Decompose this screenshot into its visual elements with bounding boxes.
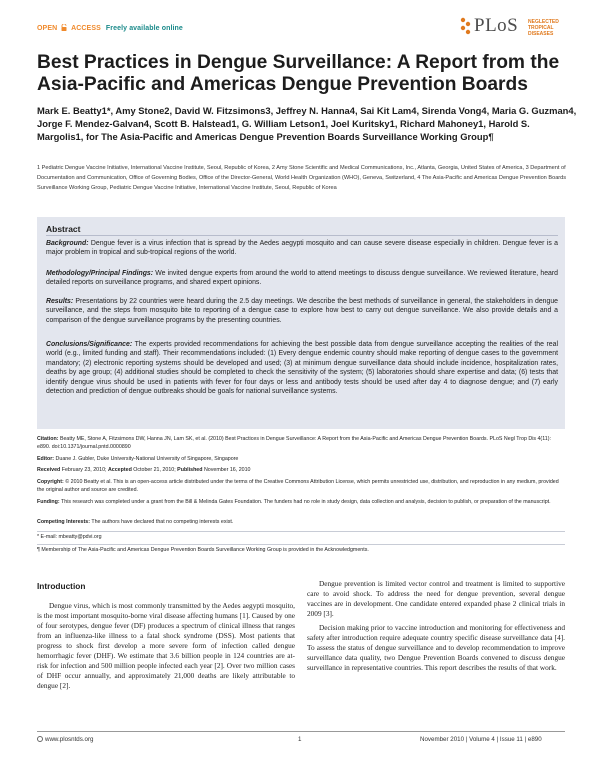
results-label: Results:: [46, 298, 74, 305]
author-list: Mark E. Beatty1*, Amy Stone2, David W. Fitzsimons3, Jeffrey N. Hanna4, Sai Kit Lam4, Sirenda Vong4, Maria G. Guzman4, Jorge F. Mendez-Galvan4, Scott B. Halstead1, G. William Letson1, Joel Kuritsky1, Richard Mahoney1, Harold S. Margolis1, for The Asia-Pacific and Americas Dengue Prevention Boards Surveillance Working Group¶: [37, 105, 577, 142]
received-date: February 23, 2010;: [60, 467, 108, 473]
journal-logo-word: PLoS: [474, 15, 519, 36]
background-text: Dengue fever is a virus infection that is spread by the Aedes aegypti mosquito and can cause severe disease especially in children. Dengue fever is a major problem in tropical and sub-tropical regions of the world.: [46, 240, 558, 257]
meta-divider: [37, 531, 565, 532]
dates: [37, 467, 565, 475]
issue-info: November 2010 | Volume 4 | Issue 11 | e890: [420, 736, 542, 743]
published-label: Published: [177, 467, 203, 473]
editor-text: Duane J. Gubler, Duke University-National University of Singapore, Singapore: [54, 456, 239, 462]
globe-icon: [37, 736, 43, 742]
competing-label: Competing Interests:: [37, 519, 90, 525]
accepted-date: October 21, 2010;: [131, 467, 178, 473]
corresponding-email[interactable]: * E-mail: mbeatty@pdvi.org: [37, 534, 102, 540]
methodology-text: We invited dengue experts from around the world to attend meetings to discuss dengue surveillance. We reviewed literature, heard detailed reports on surveillance programs, and shared expert opinions.: [46, 270, 558, 287]
footer-website[interactable]: [37, 736, 94, 743]
copyright-label: Copyright:: [37, 479, 64, 485]
open-lock-icon: [61, 24, 67, 31]
abstract-results: [46, 297, 558, 325]
competing-interests: [37, 519, 565, 527]
left-column: [37, 601, 295, 691]
abstract-background: [46, 239, 558, 258]
received-label: Received: [37, 467, 61, 473]
copyright: [37, 479, 565, 494]
article-title: Best Practices in Dengue Surveillance: A Report from the Asia-Pacific and Americas Dengue Prevention Boards: [37, 52, 560, 95]
open-access-badge: [37, 24, 183, 32]
open-access-label-2: ACCESS: [71, 25, 101, 32]
footer-divider: [37, 731, 565, 732]
membership-note: ¶ Membership of The Asia-Pacific and Americas Dengue Prevention Boards Surveillance Working Group is provided in the Acknowledgments.: [37, 547, 369, 553]
journal-tagline-line2: TROPICAL DISEASES: [528, 25, 554, 37]
decision-paragraph: Decision making prior to vaccine introduction and monitoring for effectiveness and safety after introduction require adequate country specific disease surveillance data [4]. To assess the status of dengue surveillance and to develop recommendation to improve surveillance data quality, two Dengue Prevention Boards convened to discuss dengue surveillance in representative countries. This report describes the results of that work.: [307, 623, 565, 672]
footer-website-text[interactable]: www.plosntds.org: [45, 736, 94, 743]
editor-label: Editor:: [37, 456, 55, 462]
conclusions-text: The experts provided recommendations for achieving the best possible data from dengue surveillance accepting the realities of the real world (e.g., limited funding and staff). Their recommendations included: (1) Every dengue endemic country should make reporting of dengue cases to the government mandatory; (2) electronic reporting systems should be developed and used; (3) at minimum dengue surveillance data should include incidence, hospitalization rates, deaths by age group; (4) additional studies should be completed to check the sensitivity of the system; (5) laboratories should share expertise and data; (6) tests that identify dengue virus should be used in patients with fever for four days or less and antibody tests should be used after day 4 to diagnose dengue; and (7) early detection and prediction of dengue outbreaks should be goals for national surveillance systems.: [46, 341, 558, 396]
meta-divider-2: [37, 544, 565, 545]
accepted-label: Accepted: [107, 467, 132, 473]
journal-logo: [458, 14, 576, 38]
funding-label: Funding:: [37, 499, 60, 505]
citation-text: Beatty ME, Stone A, Fitzsimons DW, Hanna JN, Lam SK, et al. (2010) Best Practices in Dengue Surveillance: A Report from the Asia-Pacific and Americas Dengue Prevention Boards. PLoS Negl Trop Dis 4(11): e890. doi:10.1371/journal.pntd.0000890: [37, 436, 551, 450]
right-column: [307, 579, 565, 673]
introduction-heading: Introduction: [37, 581, 86, 591]
abstract-heading: Abstract: [46, 224, 81, 234]
journal-tagline: [528, 19, 576, 37]
citation: [37, 436, 565, 451]
funding-text: This research was completed under a grant from the Bill & Melinda Gates Foundation. The funders had no role in study design, data collection and analysis, decision to publish, or preparation of the manuscript.: [59, 499, 551, 505]
page-number: 1: [298, 736, 302, 743]
editor: [37, 456, 565, 464]
prevention-paragraph: Dengue prevention is limited vector control and treatment is limited to supportive care to avoid shock. To address the need for dengue prevention, several dengue vaccines are in development. One candidate entered expanded phase 2 clinical trials in 2009 [3].: [307, 579, 565, 618]
published-date: November 16, 2010: [202, 467, 251, 473]
funding: [37, 499, 565, 507]
journal-tagline-line1: NEGLECTED: [528, 19, 559, 25]
citation-label: Citation:: [37, 436, 59, 442]
abstract-methodology: [46, 269, 558, 288]
plos-circles-icon: [458, 15, 474, 37]
conclusions-label: Conclusions/Significance:: [46, 341, 133, 348]
background-label: Background:: [46, 240, 89, 247]
abstract-divider: [46, 235, 558, 236]
freely-available-label: Freely available online: [105, 25, 183, 32]
abstract-conclusions: [46, 340, 558, 396]
competing-text: The authors have declared that no competing interests exist.: [89, 519, 234, 525]
open-access-label: OPEN: [37, 25, 58, 32]
intro-paragraph: Dengue virus, which is most commonly transmitted by the Aedes aegypti mosquito, is the most important mosquito-borne viral disease affecting humans [1]. Caused by one of four serotypes, dengue fever (DF) produces a spectrum of clinical illness that ranges from an influenza-like illness to a fatal shock syndrome (DSS). Most patients that progress to shock first develop a more severe form of infection called dengue hemorrhagic fever (DHF). We estimate that 3.6 billion people in 124 countries are at-risk for infection and 500 million people infected each year [2]. Over two million cases of DHF occur annually, and approximately 21,000 deaths are likely attributable to dengue [2].: [37, 601, 295, 690]
methodology-label: Methodology/Principal Findings:: [46, 270, 154, 277]
results-text: Presentations by 22 countries were heard during the 2.5 day meetings. We describe the best methods of surveillance in general, the stakeholders in dengue surveillance, and the steps from mosquito bite to reporting of a dengue case to explore how best to carry out dengue surveillance. We also provide details and a comparison of the dengue surveillance programs by the presenting countries.: [46, 298, 558, 324]
copyright-text: © 2010 Beatty et al. This is an open-access article distributed under the terms of the Creative Commons Attribution License, which permits unrestricted use, distribution, and reproduction in any medium, provided the original author and source are credited.: [37, 479, 559, 493]
affiliations: 1 Pediatric Dengue Vaccine Initiative, International Vaccine Institute, Seoul, Republic of Korea, 2 Amy Stone Scientific and Medical Communications, Inc., Atlanta, Georgia, United States of America, 3 Department of Documentation and Communication, Office of Governing Bodies, Office of the Director-General, World Health Organization (WHO), Geneva, Switzerland, 4 The Asia-Pacific and Americas Dengue Prevention Boards Surveillance Working Group, Pediatric Dengue Vaccine Initiative, International Vaccine Institute, Seoul, Republic of Korea: [37, 165, 567, 191]
